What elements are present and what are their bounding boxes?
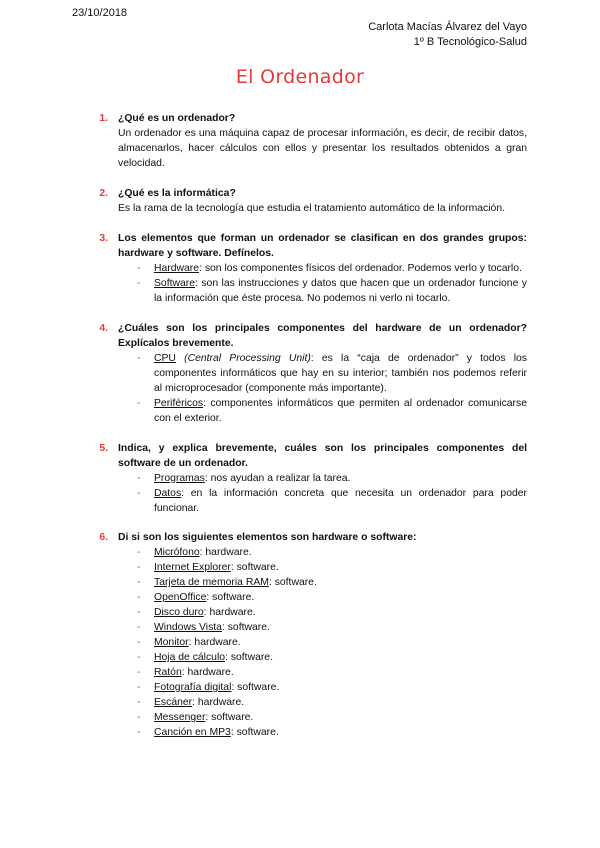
question-answer: Es la rama de la tecnología que estudia el tratamiento automático de la información. (118, 203, 505, 214)
classification: : hardware. (188, 637, 241, 648)
question-title: ¿Qué es un ordenador? (118, 113, 236, 124)
definition: : en la información concreta que necesita un ordenador para poder funcionar. (154, 488, 527, 514)
list-item (137, 486, 527, 516)
classification: : software. (206, 592, 255, 603)
classification: : software. (268, 577, 317, 588)
list-item (137, 620, 527, 635)
question-number: 1. (99, 113, 108, 124)
answer-list (118, 351, 527, 426)
term: Ratón (154, 667, 182, 678)
term: Tarjeta de memoria RAM (154, 577, 269, 588)
question-4 (72, 321, 527, 426)
list-item (137, 575, 527, 590)
term: Periféricos (154, 398, 204, 409)
question-number: 4. (99, 323, 108, 334)
term: CPU (154, 353, 176, 364)
document-body (72, 111, 527, 740)
question-1 (72, 111, 527, 171)
list-item (137, 665, 527, 680)
header-date: 23/10/2018 (72, 7, 128, 19)
question-5 (72, 441, 527, 516)
classification: : hardware. (199, 547, 252, 558)
classification: : hardware. (181, 667, 234, 678)
term: Micrófono (154, 547, 200, 558)
page-title: El Ordenador (235, 66, 365, 88)
classification: : software. (231, 682, 280, 693)
course-name: 1º B Tecnológico-Salud (413, 36, 527, 48)
author-name: Carlota Macías Álvarez del Vayo (368, 21, 527, 33)
classification: : software. (225, 652, 273, 663)
list-item (137, 471, 527, 486)
term: Software (154, 278, 196, 289)
classification: : hardware. (192, 697, 245, 708)
term: Disco duro (154, 607, 204, 618)
term: Hardware (154, 263, 200, 274)
classification: : software. (221, 622, 270, 633)
question-title: ¿Qué es la informática? (118, 188, 236, 199)
question-number: 6. (99, 532, 108, 543)
definition: : nos ayudan a realizar la tarea. (204, 473, 351, 484)
answer-list (118, 545, 527, 740)
list-item (137, 396, 527, 426)
term: Internet Explorer (154, 562, 231, 573)
list-item (137, 276, 527, 306)
question-title: Di si son los siguientes elementos son hardware o software: (118, 532, 417, 543)
term: Hoja de cálculo (154, 652, 226, 663)
question-number: 2. (99, 188, 108, 199)
definition: : son los componentes físicos del ordenador. Podemos verlo y tocarlo. (199, 263, 522, 274)
term: Windows Vista (154, 622, 222, 633)
term: Escáner (154, 697, 193, 708)
list-item (137, 351, 527, 396)
classification: : software. (230, 562, 279, 573)
list-item (137, 560, 527, 575)
list-item (137, 695, 527, 710)
list-item (137, 635, 527, 650)
answer-list (118, 261, 527, 306)
list-item (137, 590, 527, 605)
list-item (137, 650, 527, 665)
classification: : software. (205, 712, 254, 723)
question-title: Indica, y explica brevemente, cuáles son los principales componentes del software de un ordenador. (118, 443, 527, 469)
list-item (137, 545, 527, 560)
question-answer: Un ordenador es una máquina capaz de procesar información, es decir, de recibir datos, almacenarlos, hacer cálculos con ellos y presentar los resultados obtenidos a gran velocidad. (118, 128, 527, 169)
definition: : es la “caja de ordenador” y todos los componentes informáticos que hay en su interior; también nos podemos referir al microprocesador (componente más importante). (154, 353, 527, 394)
list-item (137, 725, 527, 740)
question-number: 5. (99, 443, 108, 454)
question-number: 3. (99, 233, 108, 244)
classification: : software. (230, 727, 279, 738)
list-item (137, 605, 527, 620)
list-item (137, 261, 527, 276)
list-item (137, 680, 527, 695)
list-item (137, 710, 527, 725)
term: Canción en MP3 (154, 727, 231, 738)
term: OpenOffice (154, 592, 207, 603)
definition: : componentes informáticos que permiten al ordenador comunicarse con el exterior. (154, 398, 527, 424)
classification: : hardware. (203, 607, 256, 618)
answer-list (118, 471, 527, 516)
term: Datos (154, 488, 182, 499)
term: Fotografía digital (154, 682, 232, 693)
question-3 (72, 231, 527, 306)
question-6 (72, 530, 527, 740)
term-expansion: (Central Processing Unit) (175, 353, 311, 364)
term: Programas (154, 473, 205, 484)
term: Monitor (154, 637, 189, 648)
header-author-block (368, 20, 527, 50)
question-title: ¿Cuáles son los principales componentes del hardware de un ordenador? Explícalos brevemente. (118, 323, 527, 349)
question-2 (72, 186, 527, 216)
term: Messenger (154, 712, 206, 723)
definition: : son las instrucciones y datos que hacen que un ordenador funcione y la información que éste procesa. No podemos ni verlo ni tocarlo. (154, 278, 527, 304)
question-title: Los elementos que forman un ordenador se clasifican en dos grandes grupos: hardware y software. Defínelos. (118, 233, 527, 259)
